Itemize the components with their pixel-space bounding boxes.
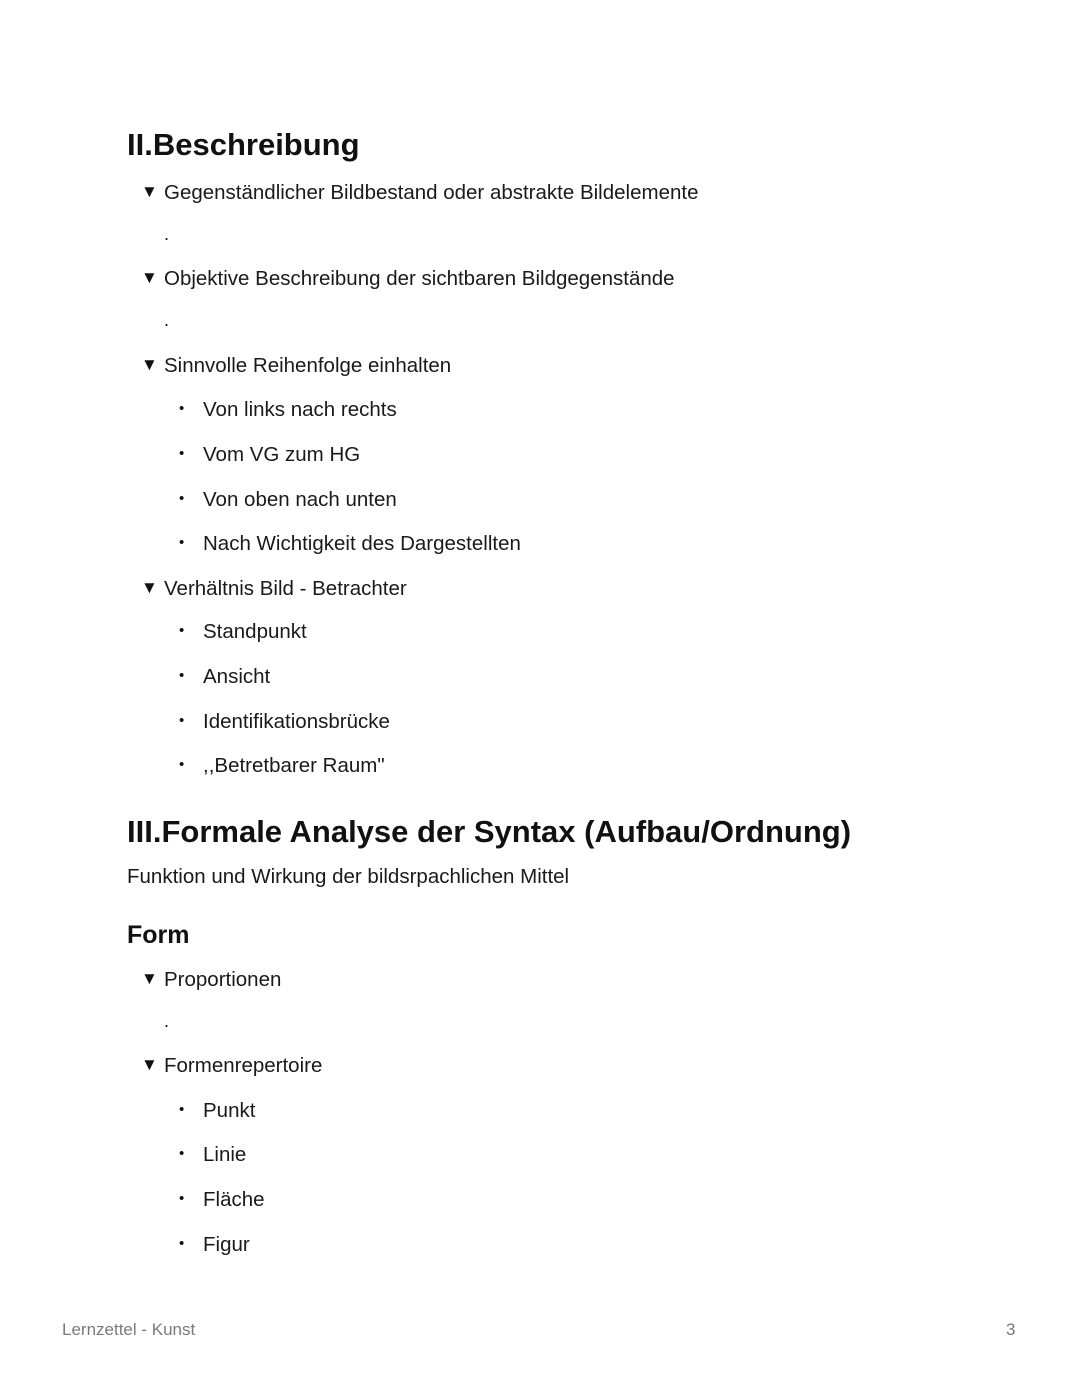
triangle-marker-icon: ▼ [141,1055,158,1074]
bullet-icon: • [179,622,185,639]
form-heading: Form [127,921,190,949]
triangle-marker-icon: ▼ [141,578,158,597]
triangle-marker-icon: ▼ [141,268,158,287]
list-item: Vom VG zum HG [203,443,361,466]
bullet-icon: • [179,445,185,462]
placeholder-dot: . [164,310,170,330]
triangle-marker-icon: ▼ [141,355,158,374]
list-item: Identifikationsbrücke [203,710,390,733]
section-3-intro: Funktion und Wirkung der bildsrpachlichen Mittel [127,865,570,888]
triangle-marker-icon: ▼ [141,969,158,988]
section-3-heading: III.Formale Analyse der Syntax (Aufbau/Ordnung) [127,814,852,849]
page-number: 3 [1006,1320,1016,1339]
list-item: Standpunkt [203,620,307,643]
bullet-icon: • [179,400,185,417]
bullet-icon: • [179,1235,185,1252]
bullet-icon: • [179,756,185,773]
footer-title: Lernzettel - Kunst [62,1320,196,1339]
list-item: Von links nach rechts [203,398,397,421]
bullet-icon: • [179,1145,185,1162]
list-item: Linie [203,1143,247,1166]
bullet-icon: • [179,667,185,684]
list-item: Figur [203,1233,250,1256]
list-item: Punkt [203,1099,256,1122]
item-label: Objektive Beschreibung der sichtbaren Bildgegenstände [164,267,675,290]
list-item: Ansicht [203,665,271,688]
bullet-icon: • [179,712,185,729]
placeholder-dot: . [164,224,170,244]
item-label: Sinnvolle Reihenfolge einhalten [164,354,452,377]
list-item: Von oben nach unten [203,488,397,511]
placeholder-dot: . [164,1011,170,1031]
list-item: Fläche [203,1188,265,1211]
item-label: Gegenständlicher Bildbestand oder abstrakte Bildelemente [164,181,699,204]
bullet-icon: • [179,534,185,551]
item-label: Formenrepertoire [164,1054,323,1077]
item-label: Proportionen [164,968,282,991]
item-label: Verhältnis Bild - Betrachter [164,577,407,600]
bullet-icon: • [179,1101,185,1118]
bullet-icon: • [179,490,185,507]
bullet-icon: • [179,1190,185,1207]
list-item: Nach Wichtigkeit des Dargestellten [203,532,521,555]
triangle-marker-icon: ▼ [141,182,158,201]
list-item: ,,Betretbarer Raum" [203,754,385,777]
section-2-heading: II.Beschreibung [127,127,360,162]
